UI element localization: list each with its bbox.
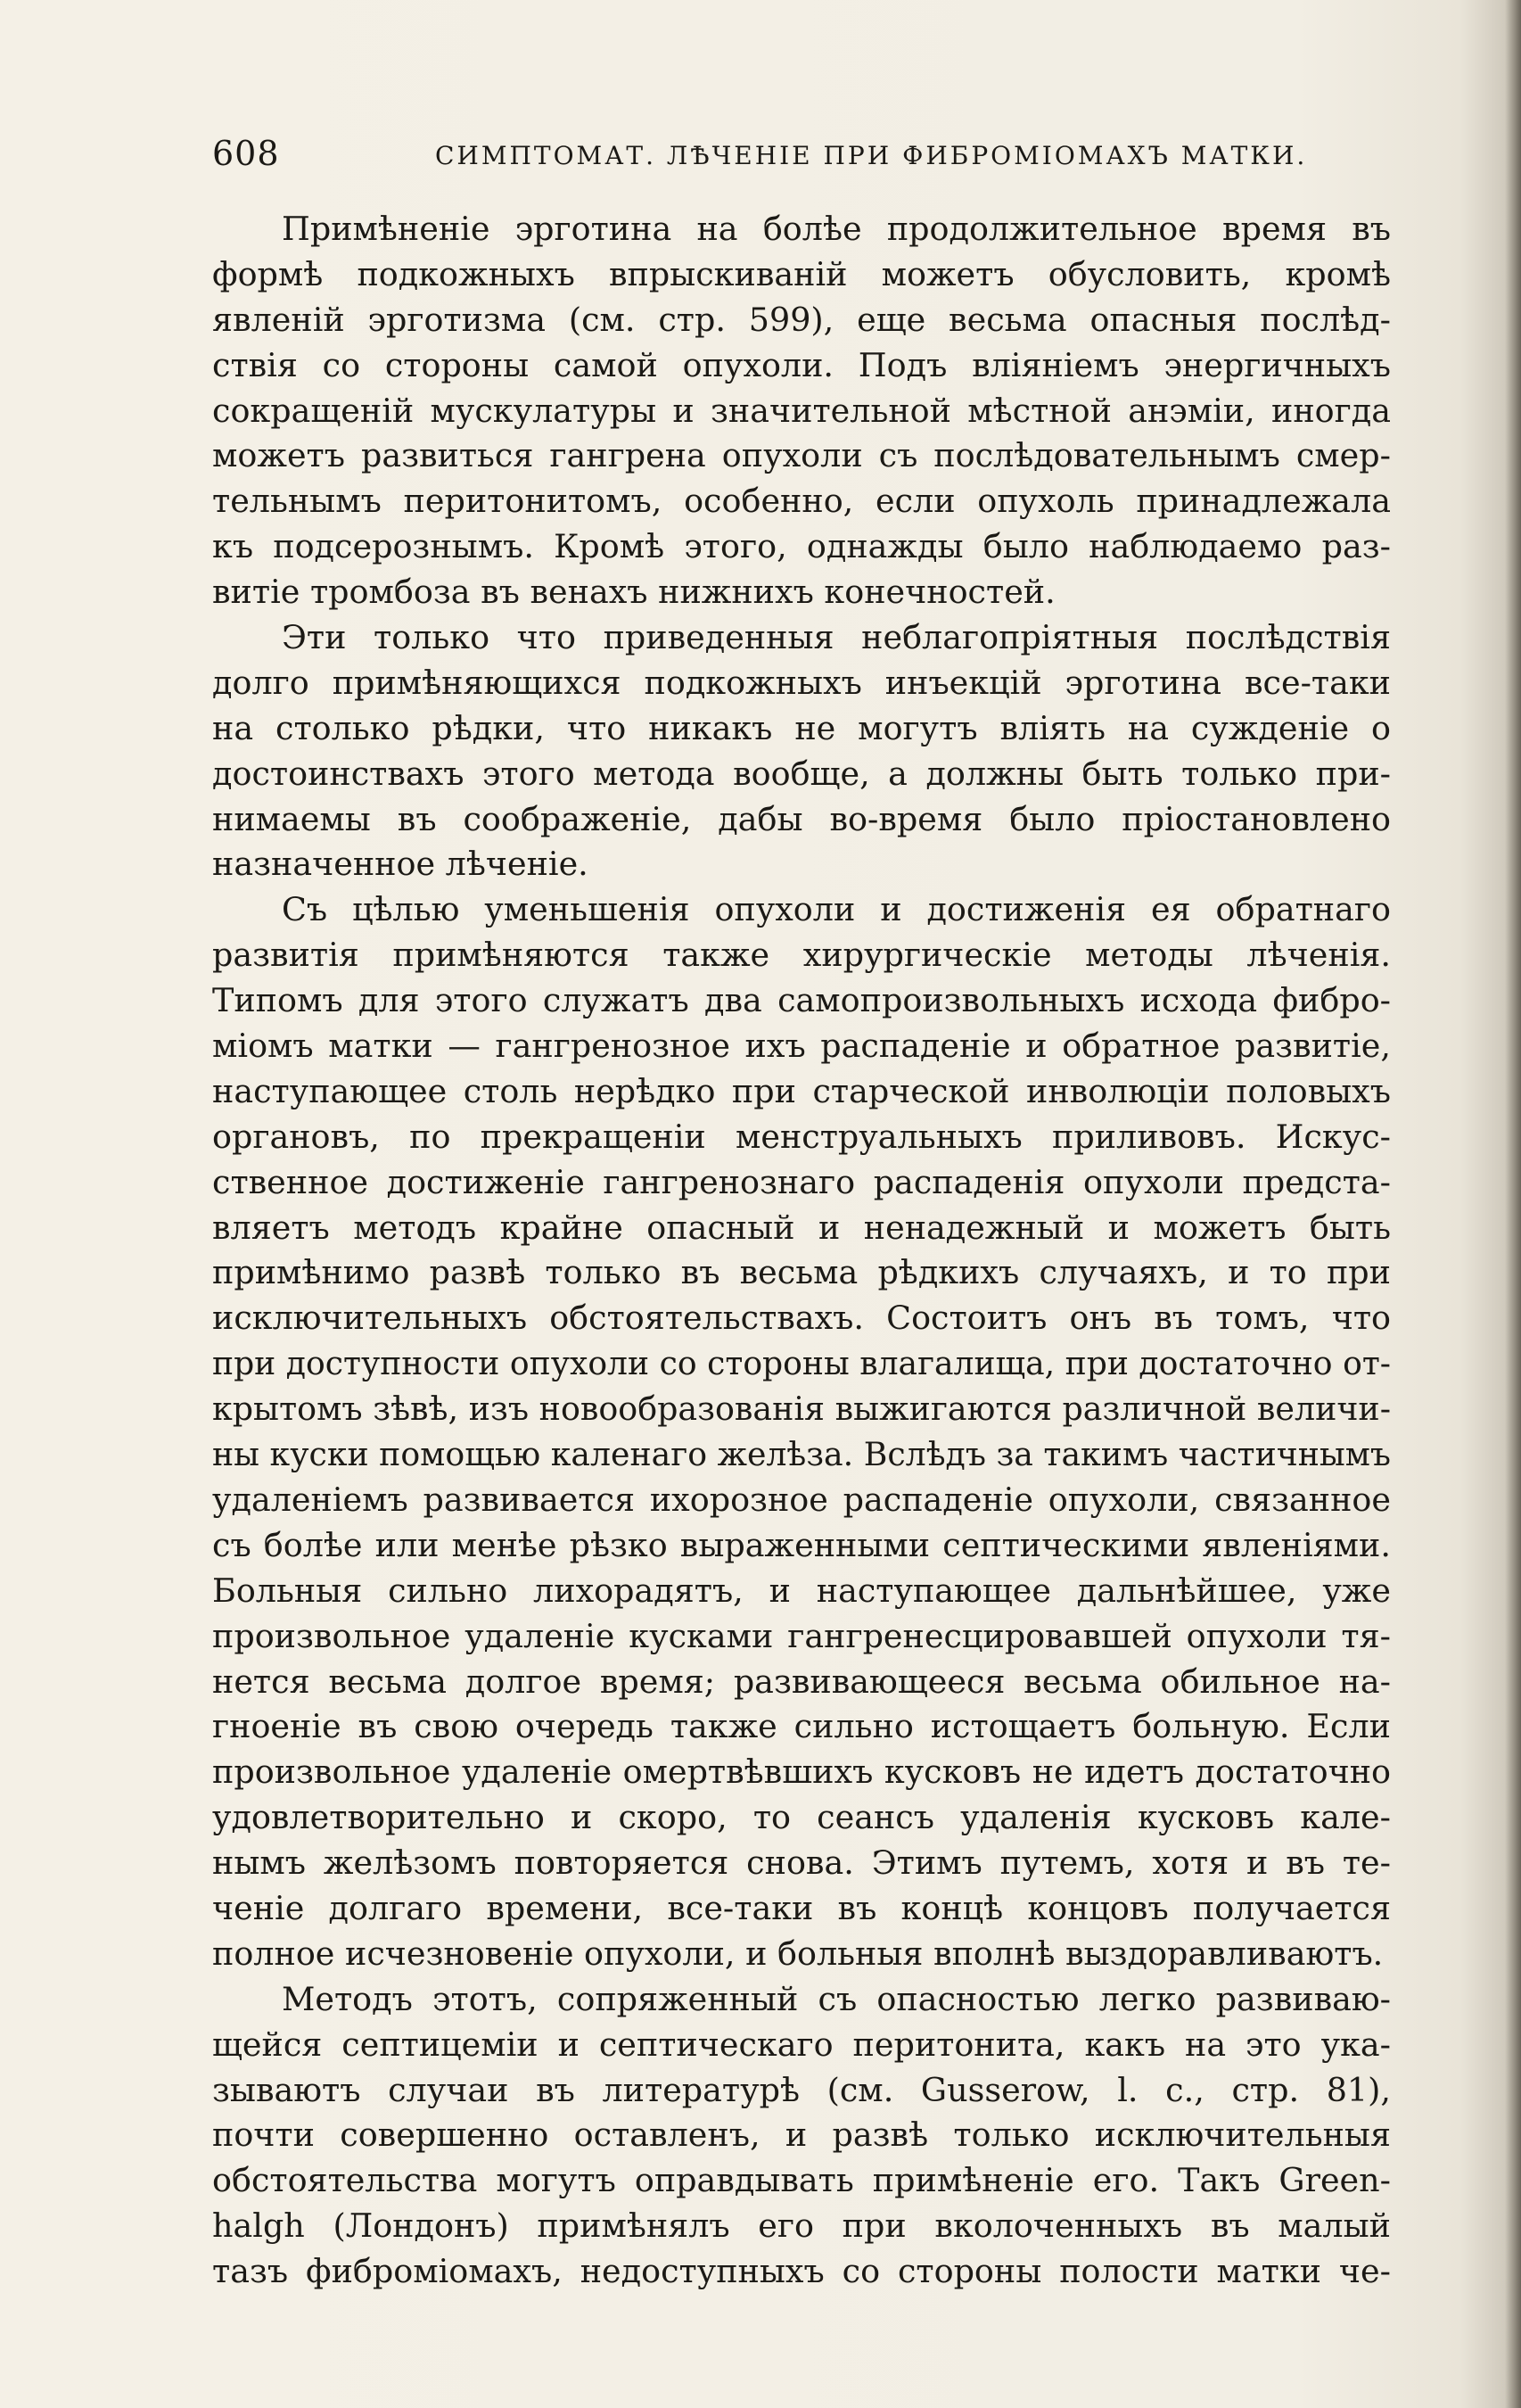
text-line: сокращеній мускулатуры и значительной мѣстной анэміи, иногда [212,391,1391,430]
text-line: произвольное удаленіе омертвѣвшихъ кусковъ не идетъ достаточно [212,1752,1391,1792]
text-line: почти совершенно оставленъ, и развѣ только исключительныя [212,2115,1391,2155]
running-head: СИМПТОМАТ. ЛѢЧЕНІЕ ПРИ ФИБРОМІОМАХЪ МАТКИ. [435,141,1308,170]
text-line: исключительныхъ обстоятельствахъ. Состоитъ онъ въ томъ, что [212,1299,1391,1338]
text-line: halgh (Лондонъ) примѣнялъ его при вколоченныхъ въ малый [212,2206,1391,2246]
text-line: развитія примѣняются также хирургическіе методы лѣченія. [212,936,1391,975]
text-line: ствія со стороны самой опухоли. Подъ вліяніемъ энергичныхъ [212,345,1391,384]
body-text [212,207,1391,2295]
text-line: наступающее столь нерѣдко при старческой инволюціи половыхъ [212,1071,1391,1110]
text-line: ны куски помощью каленаго желѣза. Вслѣдъ за такимъ частичнымъ [212,1435,1391,1474]
text-line: вляетъ методъ крайне опасный и ненадежный и можетъ быть [212,1208,1391,1247]
text-line: крытомъ зѣвѣ, изъ новообразованія выжигаются различной величи- [212,1390,1391,1429]
text-line: гноеніе въ свою очередь также сильно истощаетъ больную. Если [212,1707,1391,1746]
text-line: формѣ подкожныхъ впрыскиваній можетъ обусловить, кромѣ [212,254,1391,293]
text-line: полное исчезновеніе опухоли, и больныя вполнѣ выздоравливаютъ. [212,1934,1384,1973]
text-line: на столько рѣдки, что никакъ не могутъ вліять на сужденіе о [212,708,1391,747]
text-line: произвольное удаленіе кусками гангренесцировавшей опухоли тя- [212,1616,1391,1655]
text-line: можетъ развиться гангрена опухоли съ послѣдовательнымъ смер- [212,436,1391,475]
text-line: нется весьма долгое время; развивающееся весьма обильное на- [212,1662,1391,1701]
text-line: примѣнимо развѣ только въ весьма рѣдкихъ случаяхъ, и то при [212,1253,1391,1292]
text-line: щейся септицеміи и септическаго перитонита, какъ на это ука- [212,2025,1391,2064]
text-line: нымъ желѣзомъ повторяется снова. Этимъ путемъ, хотя и въ те- [212,1843,1391,1883]
text-line: явленій эрготизма (см. стр. 599), еще весьма опасныя послѣд- [212,300,1391,339]
text-line: міомъ матки — гангренозное ихъ распаденіе и обратное развитіе, [212,1027,1391,1066]
text-line: Типомъ для этого служатъ два самопроизвольныхъ исхода фибро- [212,981,1391,1020]
text-line: тельнымъ перитонитомъ, особенно, если опухоль принадлежала [212,482,1391,521]
text-line: при доступности опухоли со стороны влагалища, при достаточно от- [212,1344,1391,1383]
text-line: Больныя сильно лихорадятъ, и наступающее дальнѣйшее, уже [212,1571,1391,1610]
text-line: удаленіемъ развивается ихорозное распаденіе опухоли, связанное [212,1480,1391,1519]
page-header [212,134,1389,178]
text-line: тазъ фиброміомахъ, недоступныхъ со стороны полости матки че- [212,2252,1391,2291]
text-line: витіе тромбоза въ венахъ нижнихъ конечностей. [212,573,1056,612]
text-line: удовлетворительно и скоро, то сеансъ удаленія кусковъ кале- [212,1798,1391,1837]
page-spine-shadow [1505,0,1521,2408]
text-line: Методъ этотъ, сопряженный съ опасностью легко развиваю- [282,1979,1391,2018]
text-line: ченіе долгаго времени, все-таки въ концѣ концовъ получается [212,1888,1391,1927]
text-line: Примѣненіе эрготина на болѣе продолжительное время въ [282,210,1391,248]
text-line: Эти только что приведенныя неблагопріятныя послѣдствія [282,618,1391,657]
text-line: къ подсерознымъ. Кромѣ этого, однажды было наблюдаемо раз- [212,527,1391,566]
text-line: органовъ, по прекращеніи менструальныхъ приливовъ. Искус- [212,1117,1391,1156]
text-line: обстоятельства могутъ оправдывать примѣненіе его. Такъ Green- [212,2161,1391,2200]
text-line: ственное достиженіе гангренознаго распаденія опухоли предста- [212,1162,1391,1201]
text-line: нимаемы въ соображеніе, дабы во-время было пріостановлено [212,799,1391,838]
page-number: 608 [212,134,280,173]
text-line: назначенное лѣченіе. [212,845,588,884]
text-line: Съ цѣлью уменьшенія опухоли и достиженія ея обратнаго [282,890,1391,929]
text-line: съ болѣе или менѣе рѣзко выраженными септическими явленіями. [212,1525,1391,1564]
text-line: достоинствахъ этого метода вообще, а должны быть только при- [212,754,1391,793]
text-line: зываютъ случаи въ литературѣ (см. Gusserow, l. c., стр. 81), [212,2070,1391,2109]
text-line: долго примѣняющихся подкожныхъ инъекцій эрготина все-таки [212,663,1391,702]
